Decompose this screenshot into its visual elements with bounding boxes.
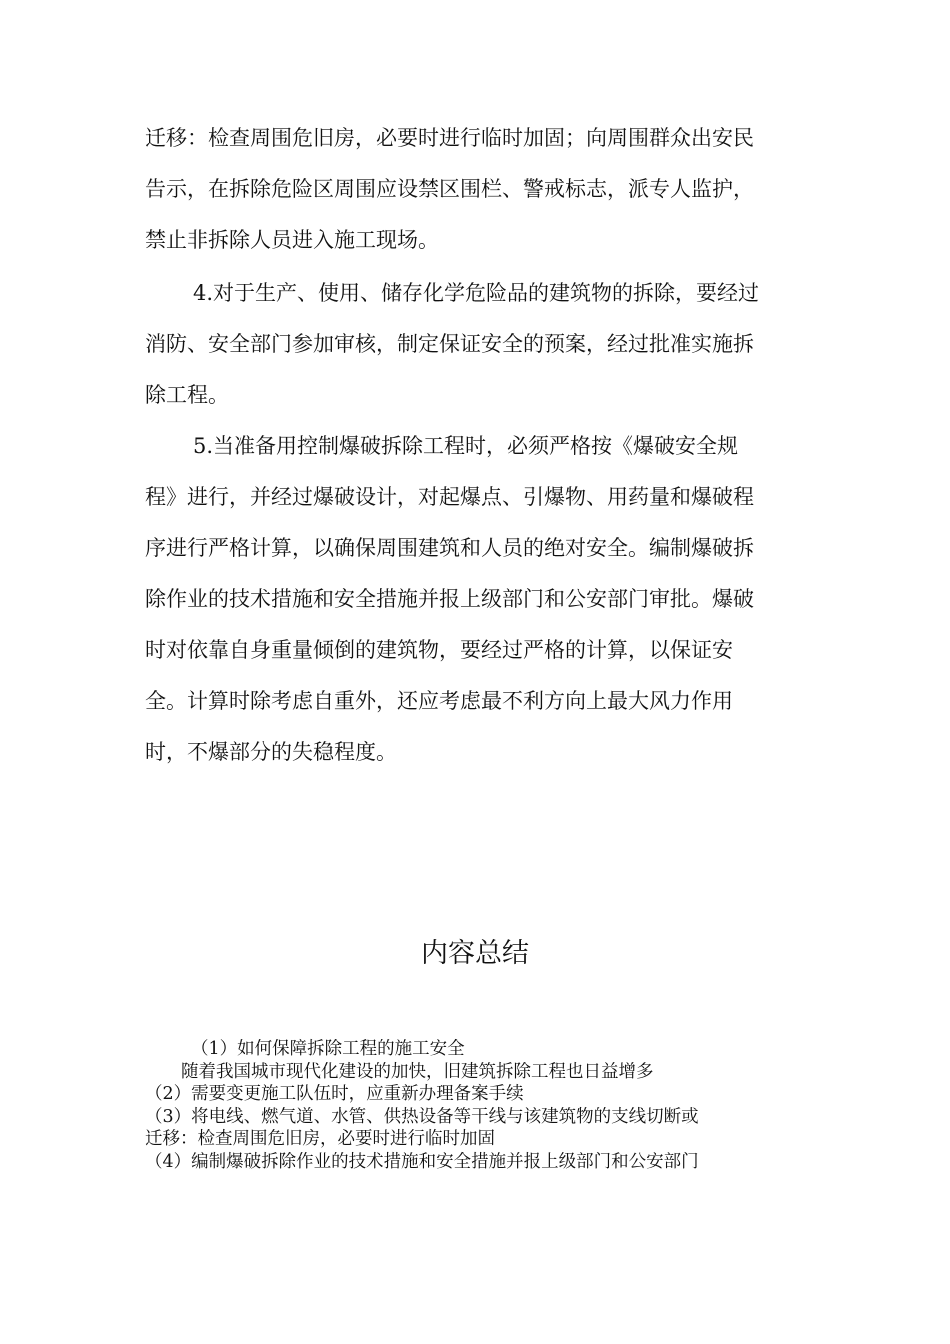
paragraph-1-line: 禁止非拆除人员进入施工现场。 xyxy=(145,228,439,252)
summary-title: 内容总结 xyxy=(421,938,529,969)
summary-line: （1）如何保障拆除工程的施工安全 xyxy=(191,1039,465,1059)
paragraph-2-line: 消防、安全部门参加审核，制定保证安全的预案，经过批准实施拆 xyxy=(145,332,754,356)
paragraph-3-line: 程》进行，并经过爆破设计，对起爆点、引爆物、用药量和爆破程 xyxy=(145,485,754,509)
paragraph-3-line: 除作业的技术措施和安全措施并报上级部门和公安部门审批。爆破 xyxy=(145,587,754,611)
paragraph-1-line: 迁移：检查周围危旧房，必要时进行临时加固；向周围群众出安民 xyxy=(145,126,754,150)
summary-line: 迁移：检查周围危旧房，必要时进行临时加固 xyxy=(145,1129,495,1150)
paragraph-3-line: 序进行严格计算，以确保周围建筑和人员的绝对安全。编制爆破拆 xyxy=(145,536,754,560)
summary-line: 随着我国城市现代化建设的加快，旧建筑拆除工程也日益增多 xyxy=(181,1061,654,1082)
summary-line: （2）需要变更施工队伍时，应重新办理备案手续 xyxy=(145,1084,524,1105)
summary-line: （3）将电线、燃气道、水管、供热设备等干线与该建筑物的支线切断或 xyxy=(145,1106,699,1127)
summary-line: （4）编制爆破拆除作业的技术措施和安全措施并报上级部门和公安部门 xyxy=(145,1151,699,1172)
paragraph-1 xyxy=(145,113,805,266)
paragraph-2 xyxy=(145,268,805,421)
paragraph-3 xyxy=(145,421,805,778)
paragraph-3-line: 全。计算时除考虑自重外，还应考虑最不利方向上最大风力作用 xyxy=(145,689,733,713)
paragraph-3-line: 时，不爆部分的失稳程度。 xyxy=(145,740,397,764)
paragraph-3-line: 5.当准备用控制爆破拆除工程时，必须严格按《爆破安全规 xyxy=(193,434,739,458)
paragraph-1-line: 告示，在拆除危险区周围应设禁区围栏、警戒标志，派专人监护， xyxy=(145,177,754,201)
summary-list xyxy=(145,1038,825,1174)
paragraph-2-line: 4.对于生产、使用、储存化学危险品的建筑物的拆除，要经过 xyxy=(193,281,760,305)
paragraph-2-line: 除工程。 xyxy=(145,383,229,407)
paragraph-3-line: 时对依靠自身重量倾倒的建筑物，要经过严格的计算，以保证安 xyxy=(145,638,733,662)
